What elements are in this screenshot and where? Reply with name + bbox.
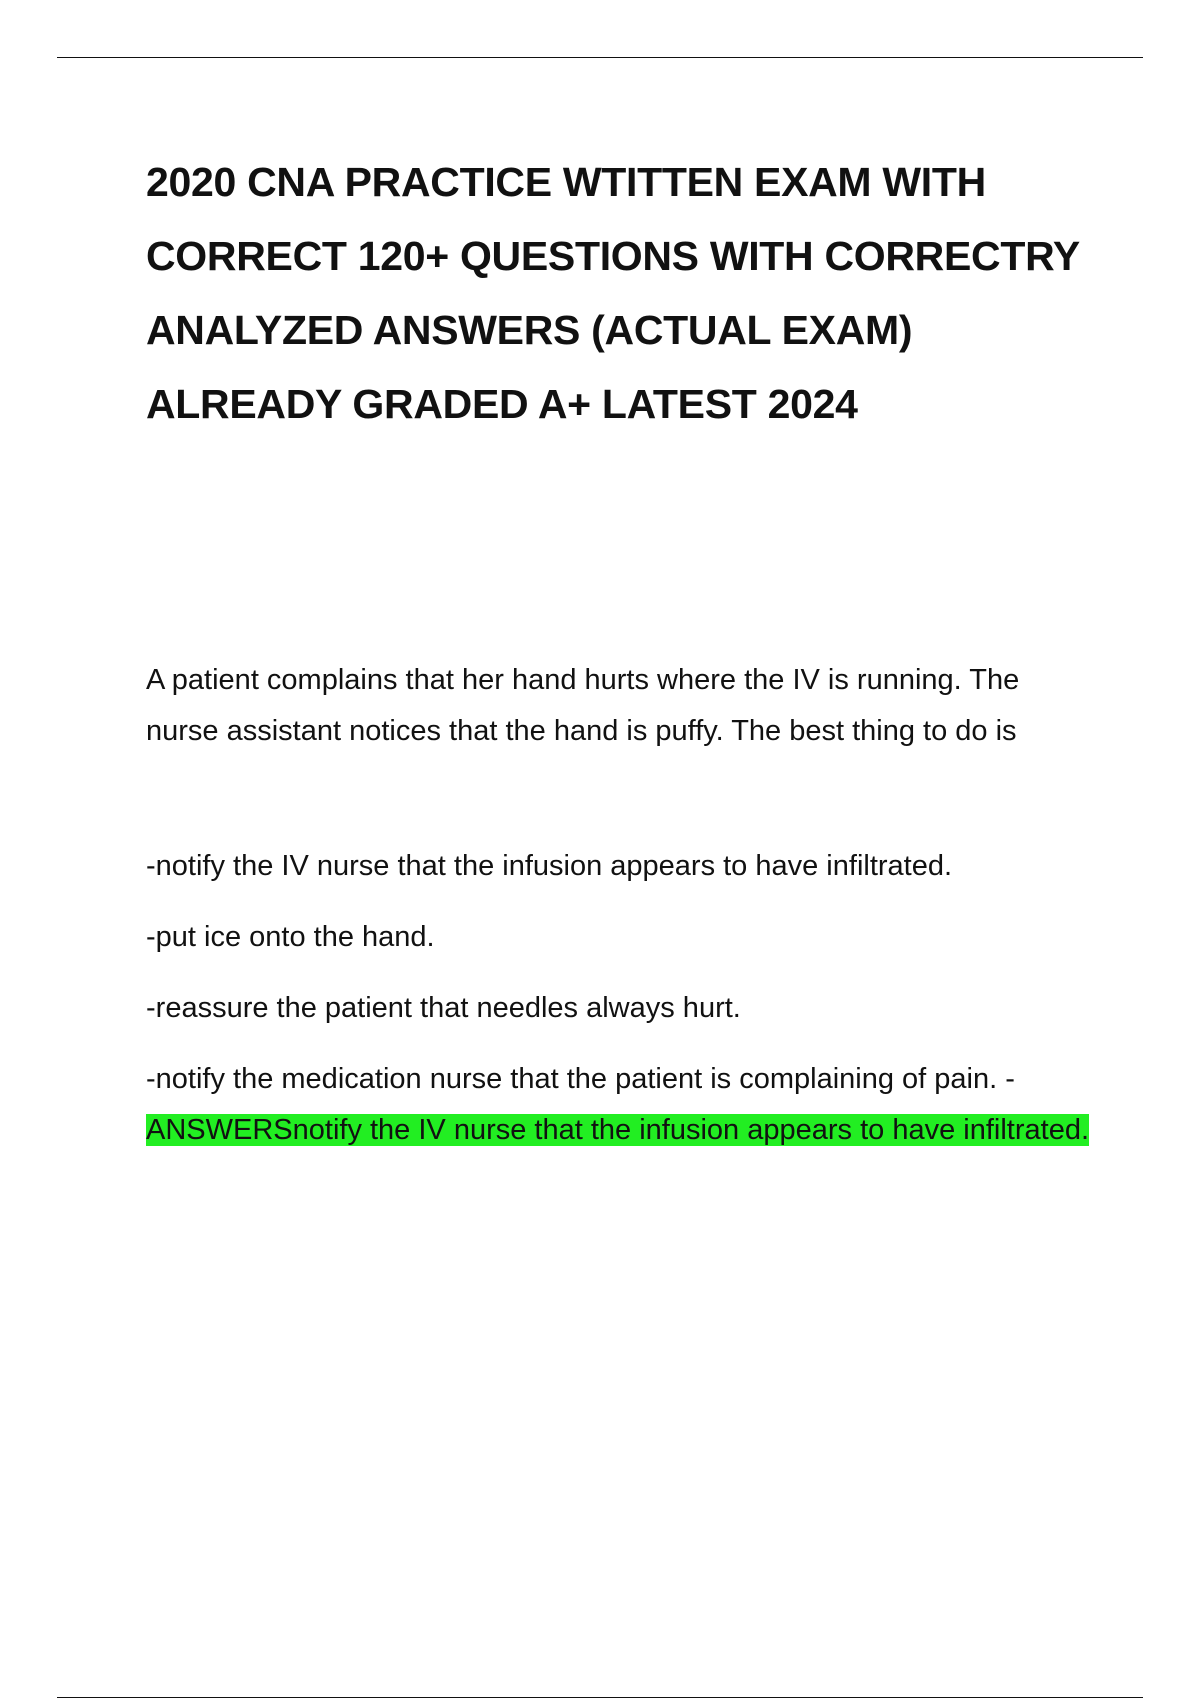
- document-body: [146, 145, 1096, 1176]
- question-text: A patient complains that her hand hurts where the IV is running. The nurse assistant notices that the hand is puffy. The best thing to do is: [146, 664, 1020, 747]
- option-3: -reassure the patient that needles always hurt.: [146, 992, 741, 1024]
- bottom-rule: [57, 1697, 1143, 1698]
- answer-options: [146, 841, 1096, 1156]
- option-4-text: -notify the medication nurse that the patient is complaining of pain. -: [146, 1063, 1015, 1095]
- option-2: -put ice onto the hand.: [146, 921, 435, 953]
- highlighted-answer: ANSWERSnotify the IV nurse that the infusion appears to have infiltrated.: [146, 1114, 1090, 1146]
- document-title: 2020 CNA PRACTICE WTITTEN EXAM WITH CORRECT 120+ QUESTIONS WITH CORRECTRY ANALYZED ANSWERS (ACTUAL EXAM) ALREADY GRADED A+ LATEST 2024: [146, 159, 1080, 427]
- option-4-with-answer: [146, 1054, 1096, 1156]
- option-1: -notify the IV nurse that the infusion appears to have infiltrated.: [146, 850, 953, 882]
- top-rule: [57, 57, 1143, 58]
